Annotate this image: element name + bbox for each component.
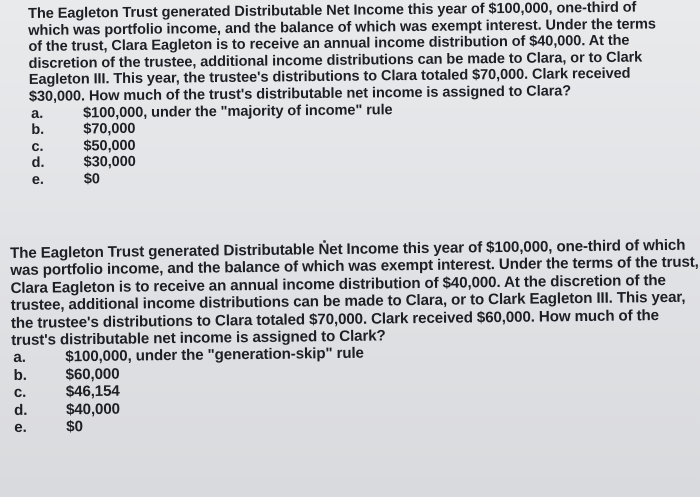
option-text: $60,000: [65, 365, 120, 384]
question-stem: The Eagleton Trust generated Distributable Net Income this year of $100,000, one-third of which was portfolio income, and the balance of which was exempt interest. Under the terms of the trust, Clara Eagleton is to receive an annual income distribution of $40,000. At the discretion of the trustee, additional income distributions can be made to Clara, or to Clark Eagleton III. This year, the trustee's distributions to Clara totaled $70,000. Clark received $30,000. How much of the trust's distributable net income is assigned to Clara?: [28, 0, 656, 105]
option-text: $40,000: [65, 400, 120, 418]
option-letter: b.: [13, 366, 27, 384]
option-letter: e.: [14, 418, 27, 437]
option-text: $0: [83, 171, 100, 188]
question-2: [10, 237, 700, 437]
option-text: $46,154: [65, 382, 120, 401]
option-letter: a.: [13, 349, 26, 367]
answer-options: [29, 99, 670, 189]
option-letter: d.: [13, 401, 28, 419]
question-1: [28, 0, 670, 189]
option-text: $100,000, under the "generation-skip" rule: [65, 345, 364, 366]
option-text: $30,000: [83, 154, 136, 171]
option-text: $100,000, under the "majority of income" rule: [83, 101, 393, 121]
option-text: $50,000: [83, 137, 136, 155]
option-text: $0: [66, 418, 83, 436]
option-letter: d.: [31, 155, 45, 172]
option-letter: b.: [31, 121, 45, 139]
option-letter: a.: [31, 105, 44, 122]
question-stem: The Eagleton Trust generated Distributable Net Income this year of $100,000, one-third of which was portfolio income, and the balance of which was exempt interest. Under the terms of the trust, Clara Eagleton is to receive an annual income distribution of $40,000. At the discretion of the trustee, additional income distributions can be made to Clara, or to Clark Eagleton III. This year, the trustee's distributions to Clara totaled $70,000. Clark received $60,000. How much of the trust's distributable net income is assigned to Clark?: [10, 236, 699, 350]
option-letter: e.: [31, 171, 44, 188]
answer-options: [11, 341, 700, 436]
option-letter: c.: [31, 138, 44, 155]
option-text: $70,000: [83, 121, 136, 138]
option-letter: c.: [13, 384, 27, 402]
